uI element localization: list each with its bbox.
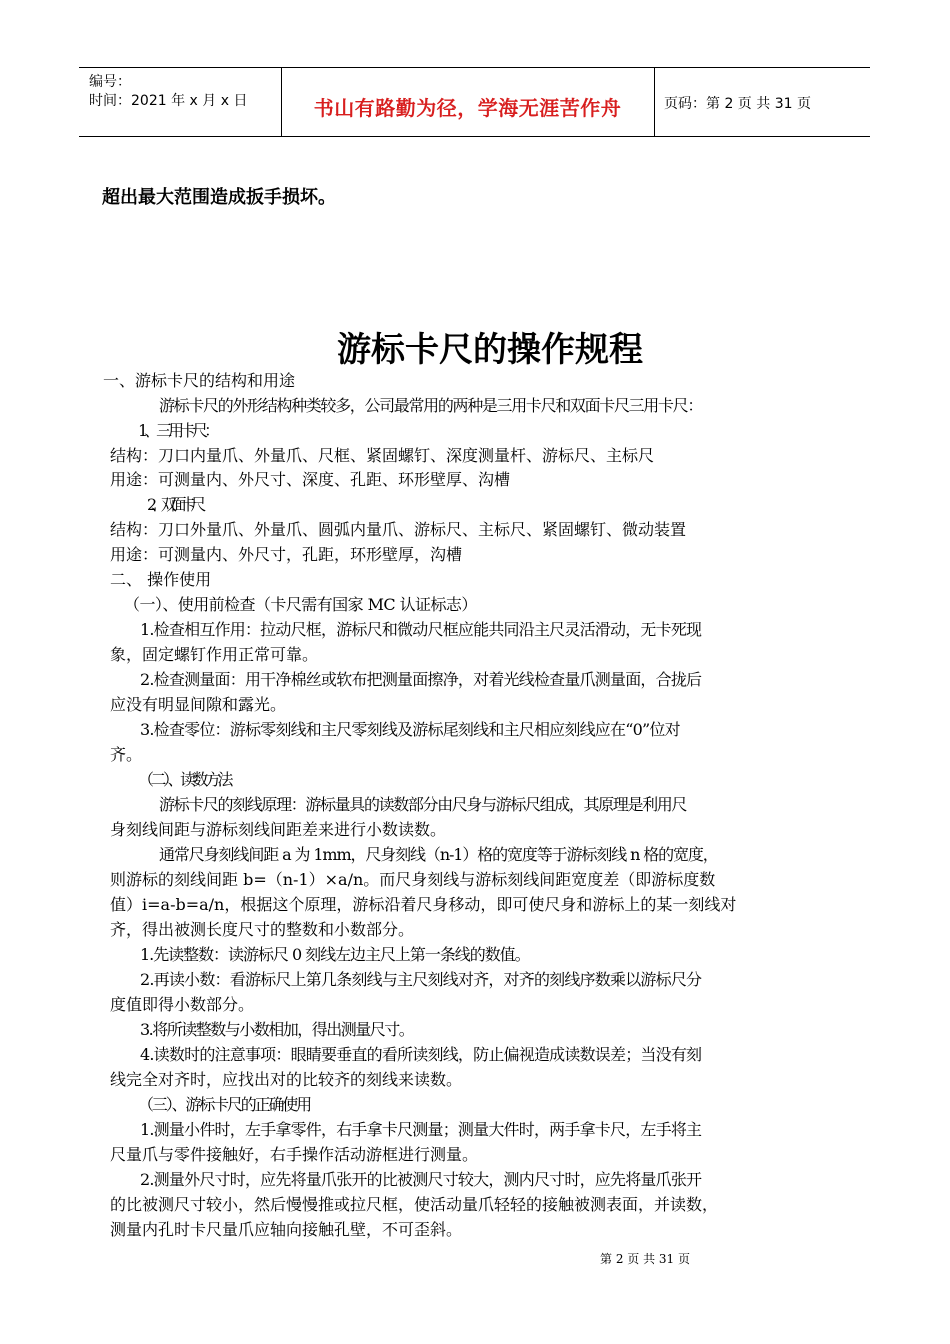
paragraph-line: 通常尺身刻线间距 a 为 1mm，尺身刻线（n-1）格的宽度等于游标刻线 n 格的宽度， — [159, 845, 718, 864]
paragraph-line: 则游标的刻线间距 b=（n-1）×a/n。而尺身刻线与游标刻线间距宽度差（即游标度数 — [110, 870, 716, 889]
paragraph-line: 齐。 — [110, 745, 143, 764]
document-header — [79, 67, 870, 137]
header-motto: 书山有路勤为径，学海无涯苦作舟 — [313, 96, 622, 120]
paragraph-line: 度值即得小数部分。 — [110, 995, 255, 1014]
paragraph-line: 应没有明显间隙和露光。 — [110, 695, 287, 714]
paragraph-line: 2.再读小数：看游标尺上第几条刻线与主尺刻线对齐，对齐的刻线序数乘以游标尺分 — [140, 970, 702, 989]
header-motto-cell — [281, 68, 655, 136]
paragraph-line: 2.测量外尺寸时，应先将量爪张开的比被测尺寸较大，测内尺寸时，应先将量爪张开 — [140, 1170, 702, 1189]
paragraph-line: 齐，得出被测长度尺寸的整数和小数部分。 — [110, 920, 415, 939]
paragraph-line: 1.测量小件时，左手拿零件，右手拿卡尺测量；测量大件时，两手拿卡尺，左手将主 — [140, 1120, 702, 1139]
paragraph-line: 的比被测尺寸较小，然后慢慢推或拉尺框，使活动量爪轻轻的接触被测表面，并读数， — [110, 1195, 719, 1214]
lead-text: 超出最大范围造成扳手损坏。 — [102, 187, 336, 208]
subsection-heading: （三）、游标卡尺的正确使用 — [138, 1095, 311, 1114]
paragraph-line: 值）i=a-b=a/n，根据这个原理，游标沿着尺身移动，即可使尺身和游标上的某一刻线对 — [110, 895, 737, 914]
header-info-cell — [79, 68, 282, 136]
paragraph-line: 结构：刀口内量爪、外量爪、尺框、紧固螺钉、深度测量杆、游标尺、主标尺 — [110, 446, 655, 465]
header-page-cell — [654, 68, 870, 136]
paragraph-line: 象，固定螺钉作用正常可靠。 — [110, 645, 319, 664]
subsection-heading: 1、三用卡尺： — [138, 421, 217, 440]
paragraph-line: 3.检查零位：游标零刻线和主尺零刻线及游标尾刻线和主尺相应刻线应在“0”位对 — [140, 720, 680, 739]
paragraph-line: 测量内孔时卡尺量爪应轴向接触孔壁，不可歪斜。 — [110, 1220, 463, 1239]
page-title: 游标卡尺的操作规程 — [337, 330, 643, 370]
section-heading: 二、 操作使用 — [110, 570, 212, 589]
section-heading: 一、游标卡尺的结构和用途 — [103, 371, 296, 390]
paragraph-line: 1.检查相互作用：拉动尺框，游标尺和微动尺框应能共同沿主尺灵活滑动，无卡死现 — [140, 620, 702, 639]
paragraph-line: 结构：刀口外量爪、外量爪、圆弧内量爪、游标尺、主标尺、紧固螺钉、微动装置 — [110, 520, 687, 539]
subsection-heading: 2、双面卡尺 — [147, 495, 201, 514]
page-footer: 第 2 页 共 31 页 — [600, 1252, 690, 1266]
paragraph-line: 线完全对齐时，应找出对的比较齐的刻线来读数。 — [110, 1070, 463, 1089]
page-number-label: 页码：第 2 页 共 31 页 — [664, 96, 811, 112]
number-label: 编号： — [89, 74, 131, 90]
paragraph-line: 用途：可测量内、外尺寸、深度、孔距、环形壁厚、沟槽 — [110, 470, 511, 489]
paragraph-line: 用途：可测量内、外尺寸，孔距，环形壁厚，沟槽 — [110, 545, 463, 564]
date-label: 时间：2021 年 x 月 x 日 — [89, 93, 248, 109]
paragraph-line: 2.检查测量面：用干净棉丝或软布把测量面擦净，对着光线检查量爪测量面，合拢后 — [140, 670, 702, 689]
paragraph-line: 3.将所读整数与小数相加，得出测量尺寸。 — [140, 1020, 414, 1039]
paragraph-line: 游标卡尺的外形结构种类较多，公司最常用的两种是三用卡尺和双面卡尺三用卡尺： — [159, 396, 703, 415]
subsection-heading: （二）、读数方法 — [138, 770, 231, 789]
subsection-heading: （一）、使用前检查（卡尺需有国家 MC 认证标志） — [124, 595, 477, 614]
paragraph-line: 1.先读整数：读游标尺 0 刻线左边主尺上第一条线的数值。 — [140, 945, 530, 964]
paragraph-line: 身刻线间距与游标刻线间距差来进行小数读数。 — [110, 820, 447, 839]
paragraph-line: 游标卡尺的刻线原理：游标量具的读数部分由尺身与游标尺组成，其原理是利用尺 — [159, 795, 687, 814]
paragraph-line: 4.读数时的注意事项：眼睛要垂直的看所读刻线，防止偏视造成读数误差；当没有刻 — [140, 1045, 702, 1064]
paragraph-line: 尺量爪与零件接触好，右手操作活动游框进行测量。 — [110, 1145, 479, 1164]
